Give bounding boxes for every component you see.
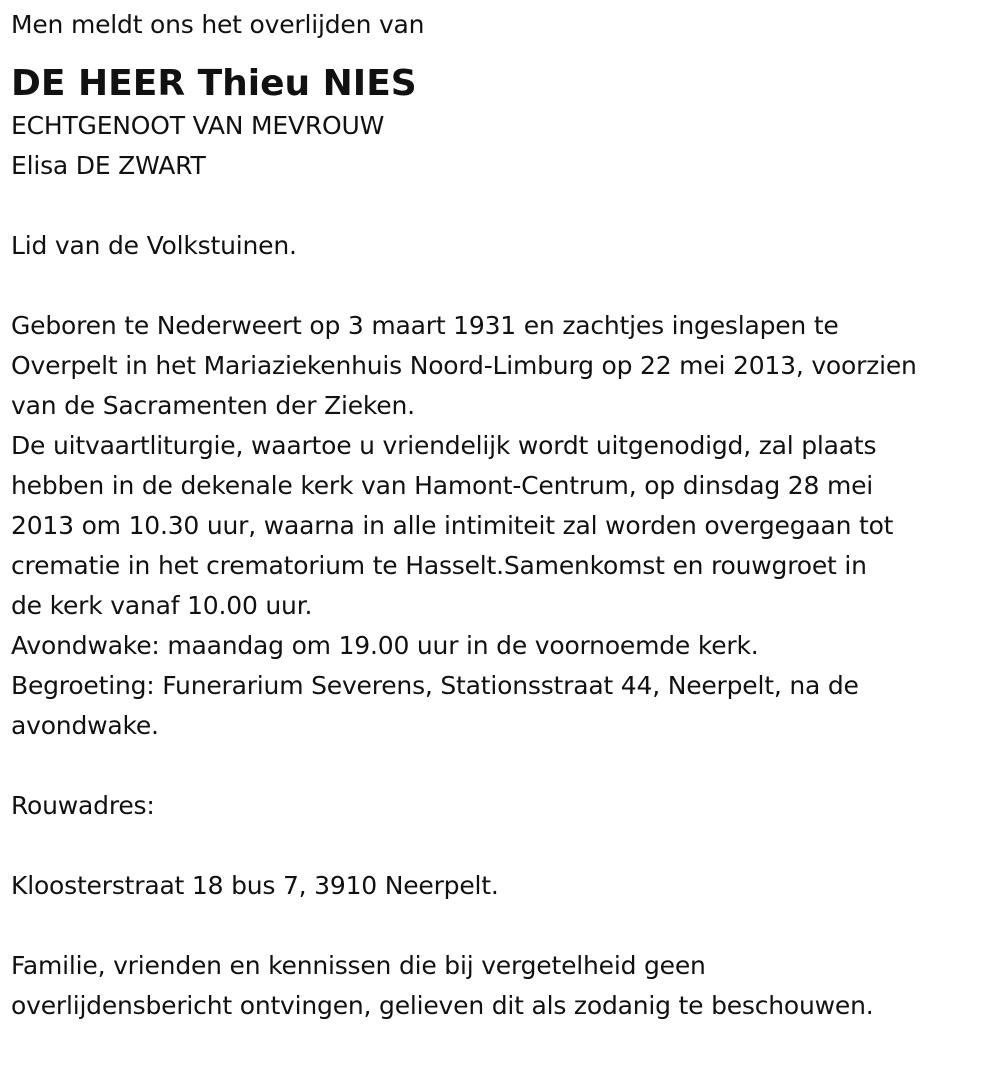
spacer <box>11 266 996 306</box>
intro-text: Men meldt ons het overlijden van <box>11 10 425 39</box>
membership-text: Lid van de Volkstuinen. <box>11 231 297 260</box>
details-line: 2013 om 10.30 uur, waarna in alle intimiteit zal worden overgegaan tot <box>11 511 894 540</box>
details-line: van de Sacramenten der Zieken. <box>11 391 415 420</box>
details-line: Begroeting: Funerarium Severens, Stationsstraat 44, Neerpelt, na de <box>11 671 859 700</box>
mourning-address-label: Rouwadres: <box>11 791 155 820</box>
closing-paragraph <box>11 946 996 1026</box>
closing-line: overlijdensbericht ontvingen, gelieven dit als zodanig te beschouwen. <box>11 991 874 1020</box>
closing-line: Familie, vrienden en kennissen die bij vergetelheid geen <box>11 951 706 980</box>
details-line: de kerk vanaf 10.00 uur. <box>11 591 313 620</box>
spacer <box>11 746 996 786</box>
details-paragraph <box>11 306 996 746</box>
details-line: crematie in het crematorium te Hasselt.Samenkomst en rouwgroet in <box>11 551 867 580</box>
deceased-name: DE HEER Thieu NIES <box>11 63 417 104</box>
mourning-address: Kloosterstraat 18 bus 7, 3910 Neerpelt. <box>11 871 499 900</box>
details-line: Geboren te Nederweert op 3 maart 1931 en zachtjes ingeslapen te <box>11 311 839 340</box>
details-line: hebben in de dekenale kerk van Hamont-Centrum, op dinsdag 28 mei <box>11 471 874 500</box>
spacer <box>11 906 996 946</box>
spacer <box>11 186 996 226</box>
spouse-relation: ECHTGENOOT VAN MEVROUW <box>11 111 385 140</box>
spacer <box>11 826 996 866</box>
details-line: Avondwake: maandag om 19.00 uur in de voornoemde kerk. <box>11 631 759 660</box>
death-notice <box>11 0 996 1026</box>
details-line: Overpelt in het Mariaziekenhuis Noord-Limburg op 22 mei 2013, voorzien <box>11 351 917 380</box>
spouse-name: Elisa DE ZWART <box>11 151 206 180</box>
details-line: avondwake. <box>11 711 159 740</box>
details-line: De uitvaartliturgie, waartoe u vriendelijk wordt uitgenodigd, zal plaats <box>11 431 877 460</box>
